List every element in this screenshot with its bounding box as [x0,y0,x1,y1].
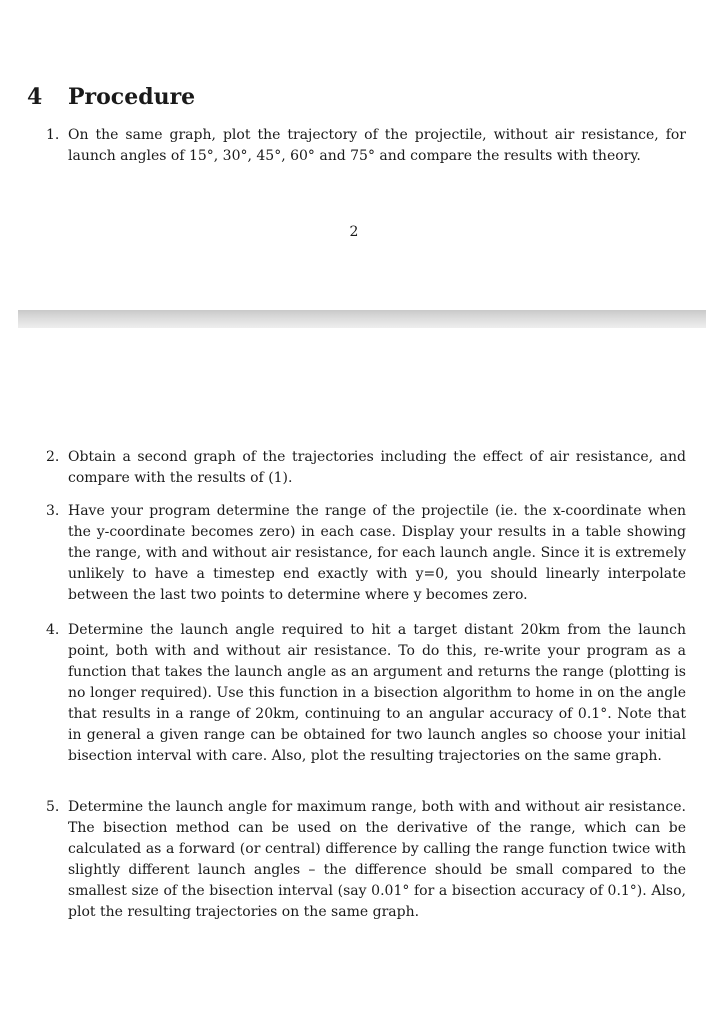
list-item-text: Have your program determine the range of the projectile (ie. the x-coordinate when the y-coordinate becomes zero) in each case. Display your results in a table showing the range, with and without air resistance, for each launch angle. Since it is extremely unlikely to have a timestep end exactly with y=0, you should linearly interpolate between the last two points to determine where y becomes zero. [68,503,686,603]
section-number: 4 [27,84,43,110]
page-divider [18,310,706,328]
list-item-number: 5. [46,799,60,815]
section-heading [27,82,195,112]
list-item [46,620,686,767]
list-item-text: Obtain a second graph of the trajectories including the effect of air resistance, and compare with the results of (1). [68,449,686,486]
section-title: Procedure [68,84,196,110]
list-item-number: 1. [46,127,60,143]
list-item-text: Determine the launch angle for maximum range, both with and without air resistance. The bisection method can be used on the derivative of the range, which can be calculated as a forward (or central) difference by calling the range function twice with slightly different launch angles – the difference should be small compared to the smallest size of the bisection interval (say 0.01° for a bisection accuracy of 0.1°). Also, plot the resulting trajectories on the same graph. [68,799,686,920]
list-item-text: Determine the launch angle required to hit a target distant 20km from the launch point, both with and without air resistance. To do this, re-write your program as a function that takes the launch angle as an argument and returns the range (plotting is no longer required). Use this function in a bisection algorithm to home in on the angle that results in a range of 20km, continuing to an angular accuracy of 0.1°. Note that in general a given range can be obtained for two launch angles so choose your initial bisection interval with care. Also, plot the resulting trajectories on the same graph. [68,622,686,764]
list-item [46,447,686,489]
list-item [46,797,686,923]
list-item [46,501,686,606]
list-item-number: 3. [46,503,60,519]
list-item-number: 2. [46,449,60,465]
list-item [46,125,686,167]
list-item-number: 4. [46,622,60,638]
page-number: 2 [349,224,359,240]
list-item-text: On the same graph, plot the trajectory of the projectile, without air resistance, for launch angles of 15°, 30°, 45°, 60° and 75° and compare the results with theory. [68,127,686,164]
